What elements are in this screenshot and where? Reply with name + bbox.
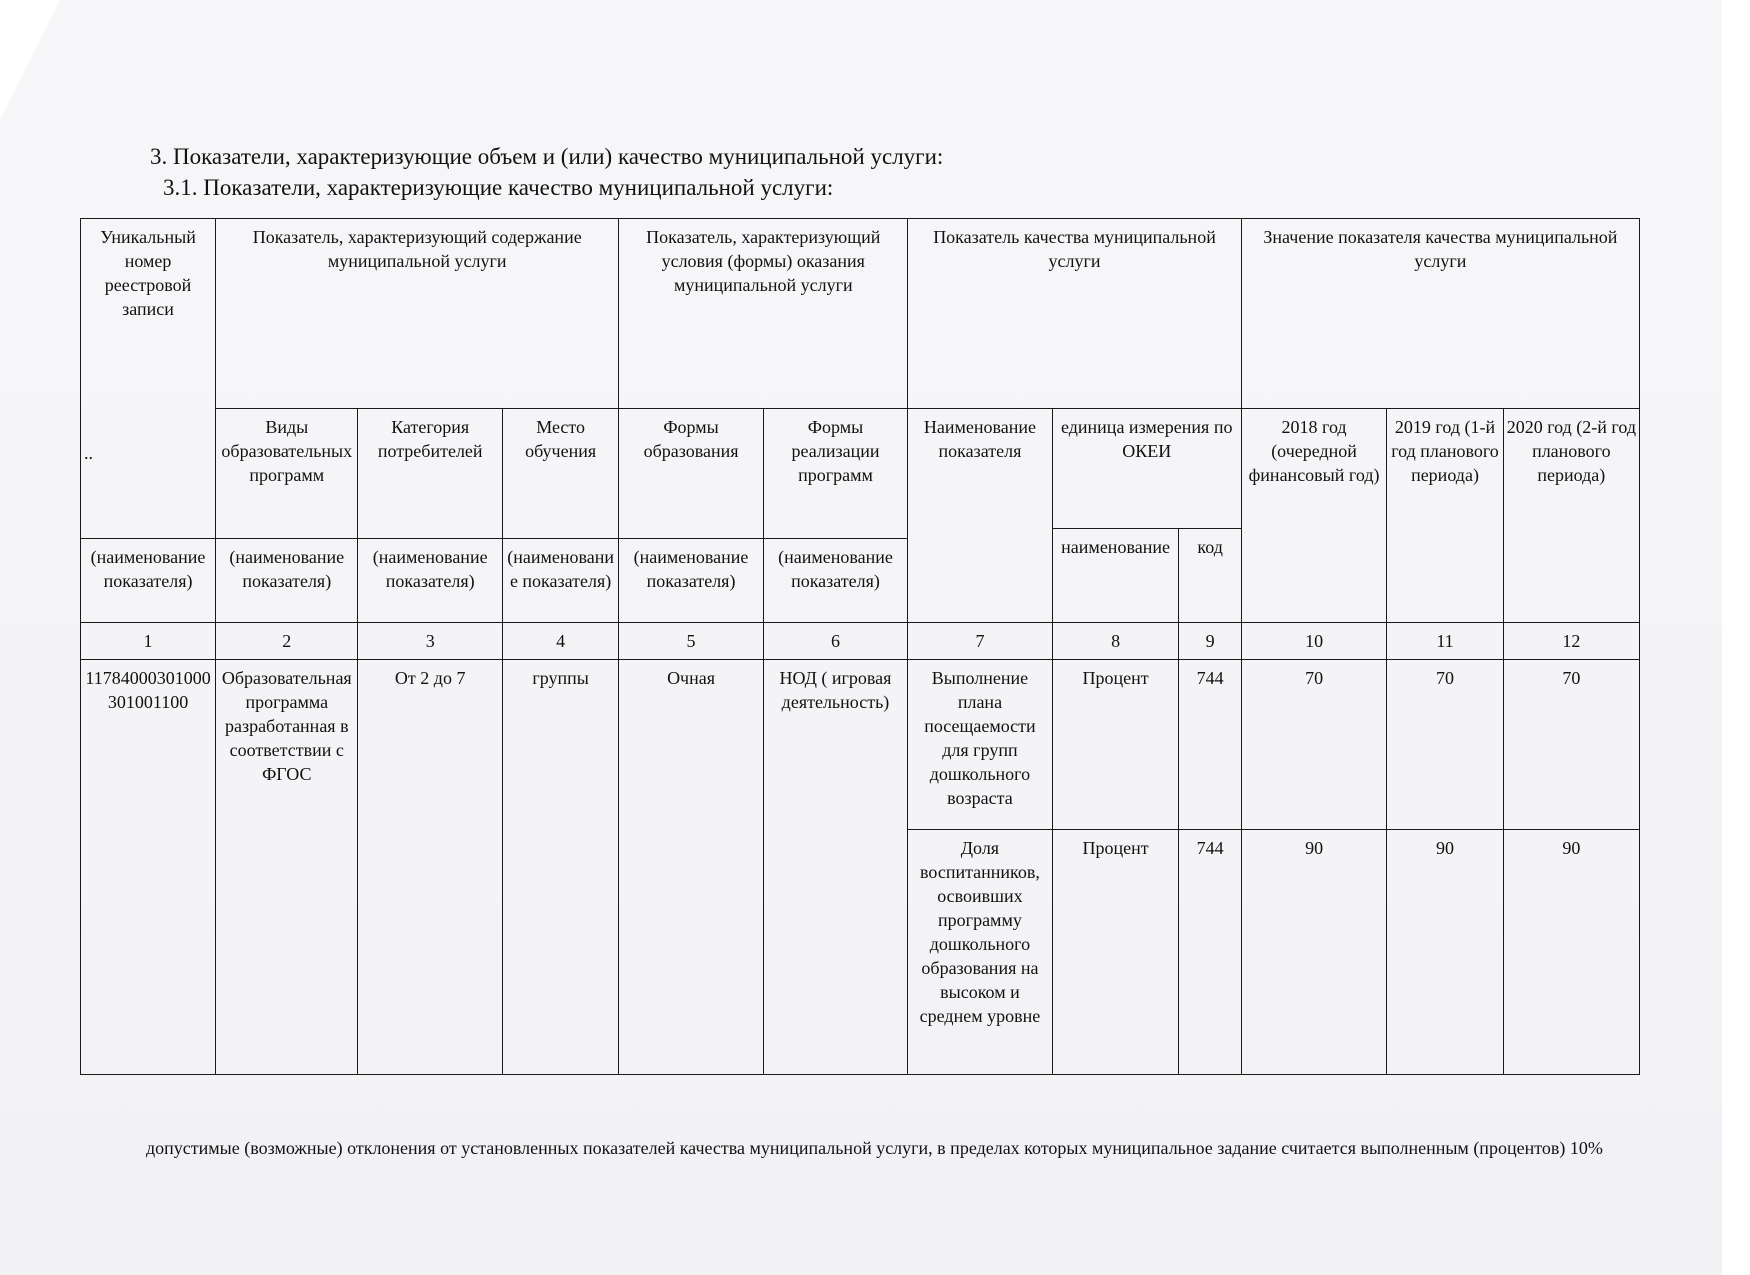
form-of-education-cell: Очная [619, 660, 763, 1075]
header-year-2018: 2018 год (очередной финансовый год) [1241, 409, 1387, 623]
col-number: 2 [216, 623, 358, 660]
col-number: 12 [1503, 623, 1639, 660]
header-indicator-name: Наименование показателя [908, 409, 1052, 623]
registry-mark: .. [84, 443, 93, 463]
page-corner-fold [0, 0, 60, 120]
header-sub-c5: (наименование показателя) [619, 539, 763, 623]
deviation-note [86, 1136, 1606, 1160]
indicator-name-cell: Доля воспитанников, освоивших программу дошкольного образования на высоком и среднем уровне [908, 830, 1052, 1075]
col-number: 1 [81, 623, 216, 660]
header-c3-place-of-study: Место обучения [502, 409, 618, 539]
header-c2-consumer-category: Категория потребителей [358, 409, 502, 539]
header-year-2020: 2020 год (2-й год планового периода) [1503, 409, 1639, 623]
header-year-2019: 2019 год (1-й год планового периода) [1387, 409, 1503, 623]
value-2019-cell: 70 [1387, 660, 1503, 830]
place-of-study-cell: группы [502, 660, 618, 1075]
unit-name-cell: Процент [1052, 660, 1179, 830]
header-registry-label: Уникальный номер реестровой записи [100, 227, 196, 319]
value-2018-cell: 90 [1241, 830, 1387, 1075]
indicator-name-cell: Выполнение плана посещаемости для групп дошкольного возраста [908, 660, 1052, 830]
value-2020-cell: 70 [1503, 660, 1639, 830]
subsection-heading: 3.1. Показатели, характеризующие качество муниципальной услуги: [163, 175, 834, 200]
col-number: 7 [908, 623, 1052, 660]
header-c1-types-of-programs: Виды образовательных программ [216, 409, 358, 539]
header-sub-c1: (наименование показателя) [81, 539, 216, 623]
value-2018-cell: 70 [1241, 660, 1387, 830]
form-of-realization-cell: НОД ( игровая деятельность) [763, 660, 907, 1075]
header-sub-c4: (наименование показателя) [502, 539, 618, 623]
header-c5-forms-of-realization: Формы реализации программ [763, 409, 907, 539]
col-number: 3 [358, 623, 502, 660]
col-number: 9 [1179, 623, 1241, 660]
registry-number-cell: 11784000301000301001100 [81, 660, 216, 1075]
header-sub-c3: (наименование показателя) [358, 539, 502, 623]
header-row-2 [81, 409, 1640, 529]
value-2019-cell: 90 [1387, 830, 1503, 1075]
header-sub-c6: (наименование показателя) [763, 539, 907, 623]
unit-code-cell: 744 [1179, 830, 1241, 1075]
column-number-row [81, 623, 1640, 660]
value-2020-cell: 90 [1503, 830, 1639, 1075]
program-type-cell: Образовательная программа разработанная в соответствии с ФГОС [216, 660, 358, 1075]
section-heading: 3. Показатели, характеризующие объем и (или) качество муниципальной услуги: [150, 144, 944, 169]
col-number: 4 [502, 623, 618, 660]
quality-indicators-table [80, 218, 1640, 1075]
header-unit-code: код [1179, 529, 1241, 623]
header-quality-values: Значение показателя качества муниципальной услуги [1241, 219, 1639, 409]
header-content-indicator: Показатель, характеризующий содержание муниципальной услуги [216, 219, 619, 409]
table-row [81, 660, 1640, 830]
unit-code-cell: 744 [1179, 660, 1241, 830]
col-number: 6 [763, 623, 907, 660]
header-quality-indicator: Показатель качества муниципальной услуги [908, 219, 1242, 409]
consumer-category-cell: От 2 до 7 [358, 660, 502, 1075]
header-c4-forms-of-education: Формы образования [619, 409, 763, 539]
col-number: 11 [1387, 623, 1503, 660]
header-sub-c2: (наименование показателя) [216, 539, 358, 623]
header-row-1 [81, 219, 1640, 409]
col-number: 8 [1052, 623, 1179, 660]
header-conditions-indicator: Показатель, характеризующий условия (формы) оказания муниципальной услуги [619, 219, 908, 409]
header-registry-number [81, 219, 216, 539]
page-right-edge [1722, 0, 1750, 1275]
unit-name-cell: Процент [1052, 830, 1179, 1075]
header-unit-name: наименование [1052, 529, 1179, 623]
col-number: 10 [1241, 623, 1387, 660]
deviation-note-text: допустимые (возможные) отклонения от установленных показателей качества муниципальной услуги, в пределах которых муниципальное задание считается выполненным (процентов) 10% [146, 1138, 1603, 1158]
header-unit-okei: единица измерения по ОКЕИ [1052, 409, 1241, 529]
col-number: 5 [619, 623, 763, 660]
